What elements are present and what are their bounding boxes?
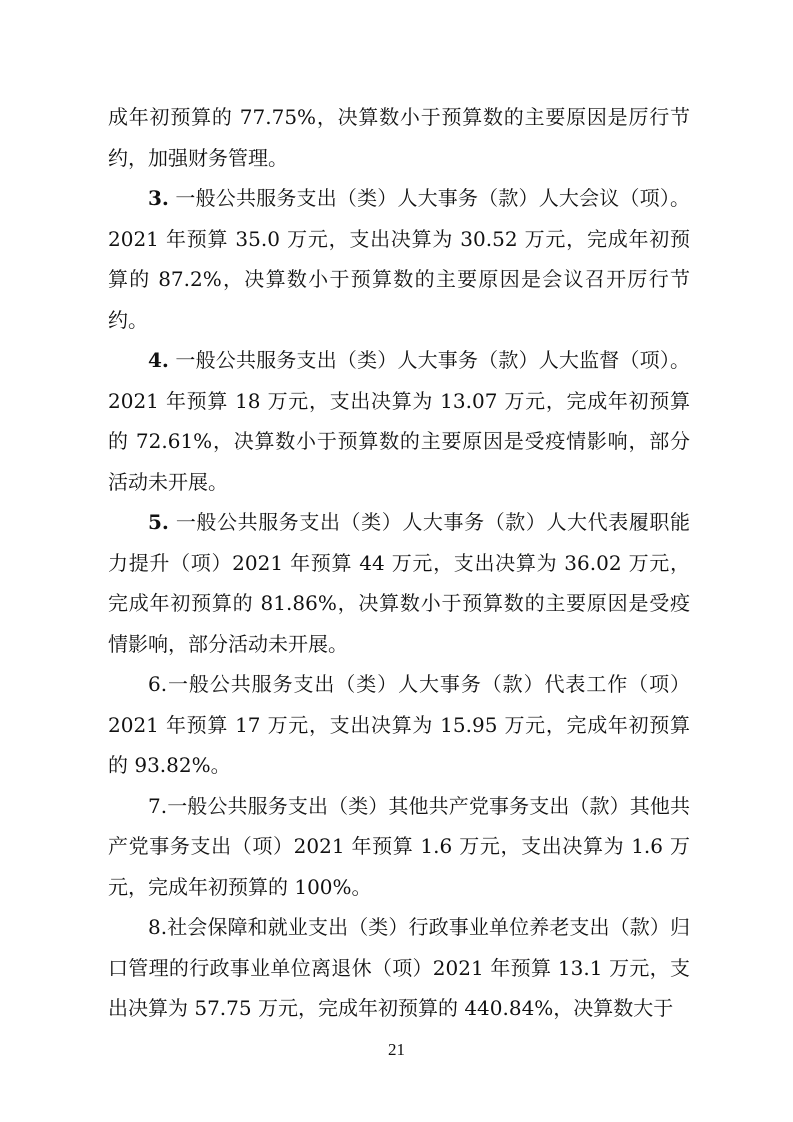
paragraph-text: 6.一般公共服务支出（类）人大事务（款）代表工作（项）2021 年预算 17 万元，支出决算为 15.95 万元，完成年初预算的 93.82%。 <box>108 672 690 777</box>
page-number: 21 <box>388 1040 405 1059</box>
paragraph-item-8 <box>108 907 690 1029</box>
paragraph-continued <box>108 97 690 178</box>
paragraph-item-6 <box>108 664 690 786</box>
paragraph-text: 7.一般公共服务支出（类）其他共产党事务支出（款）其他共产党事务支出（项）2021 年预算 1.6 万元，支出决算为 1.6 万元，完成年初预算的 100%。 <box>108 793 690 899</box>
item-number: 4. <box>148 348 169 372</box>
item-number: 5. <box>148 510 169 534</box>
paragraph-item-4 <box>108 340 690 502</box>
paragraph-item-3 <box>108 178 690 340</box>
document-body <box>108 97 690 1029</box>
paragraph-item-7 <box>108 786 690 908</box>
paragraph-text: 成年初预算的 77.75%，决算数小于预算数的主要原因是厉行节约，加强财务管理。 <box>108 105 690 170</box>
item-number: 3. <box>148 186 169 210</box>
paragraph-text: 8.社会保障和就业支出（类）行政事业单位养老支出（款）归口管理的行政事业单位离退休（项）2021 年预算 13.1 万元，支出决算为 57.75 万元，完成年初预算的 440.84%，决算数大于 <box>108 915 690 1020</box>
paragraph-item-5 <box>108 502 690 664</box>
paragraph-text: 一般公共服务支出（类）人大事务（款）人大监督（项）。2021 年预算 18 万元，支出决算为 13.07 万元，完成年初预算的 72.61%，决算数小于预算数的主要原因是受疫情影响，部分活动未开展。 <box>108 348 690 494</box>
paragraph-text: 一般公共服务支出（类）人大事务（款）人大代表履职能力提升（项）2021 年预算 44 万元，支出决算为 36.02 万元，完成年初预算的 81.86%，决算数小于预算数的主要原因是受疫情影响，部分活动未开展。 <box>108 510 690 656</box>
paragraph-text: 一般公共服务支出（类）人大事务（款）人大会议（项）。2021 年预算 35.0 万元，支出决算为 30.52 万元，完成年初预算的 87.2%，决算数小于预算数的主要原因是会议召开厉行节约。 <box>108 186 690 332</box>
